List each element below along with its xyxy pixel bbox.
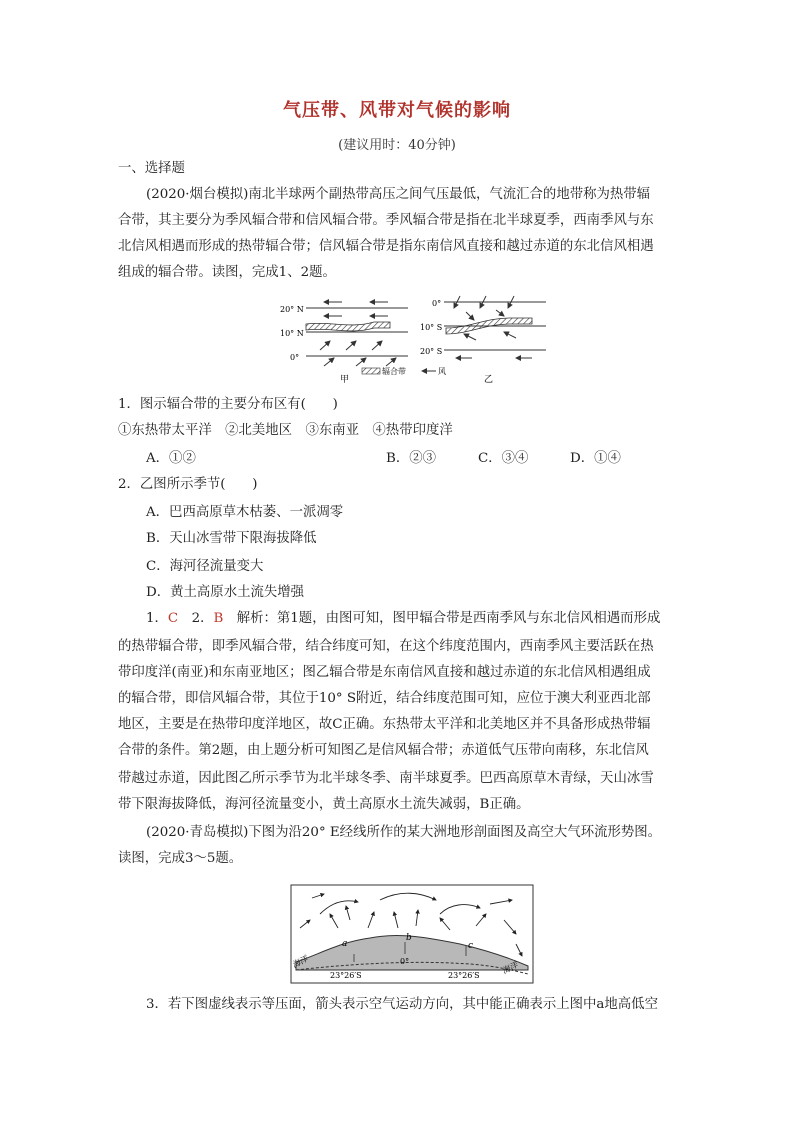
analysis-line: 合带的条件。第2题，由上题分析可知图乙是信风辐合带；赤道低气压带向南移，东北信风: [118, 743, 649, 758]
lat-label-left: 23°26′S: [330, 971, 362, 980]
intro2-line: 读图，完成3～5题。: [118, 851, 243, 866]
ocean-left-label: 海洋: [290, 954, 310, 970]
lat-label-20s: 20° S: [420, 347, 443, 356]
analysis-line: 地区，主要是在热带印度洋地区，故C正确。东热带太平洋和北美地区并不具备形成热带辐: [118, 717, 651, 732]
answer-label-2: 2．: [191, 611, 214, 626]
point-a: a: [342, 939, 348, 949]
q1-option-b: B．②③: [386, 451, 437, 466]
intro-line: 北信风相遇而形成的热带辐合带；信风辐合带是指东南信风直接和越过赤道的东北信风相遇: [118, 239, 654, 254]
caption-jia: 甲: [340, 375, 350, 385]
caption-yi: 乙: [484, 375, 494, 385]
figure1-legend: [362, 366, 446, 376]
legend-belt: 辐合带: [382, 367, 406, 376]
point-b: b: [406, 933, 412, 943]
answer-line-first: [146, 610, 660, 628]
q2-stem: 2．乙图所示季节( ): [118, 477, 258, 492]
analysis-line: 的热带辐合带，即季风辐合带，结合纬度可知，在这个纬度范围内，西南季风主要活跃在热: [118, 639, 654, 654]
lat-label-20n: 20° N: [280, 305, 304, 314]
answer-key-1: C: [167, 611, 179, 626]
page-title: 气压带、风带对气候的影响: [283, 100, 511, 121]
analysis-text: 解析：第1题，由图可知，图甲辐合带是西南季风与东北信风相遇而形成: [223, 611, 661, 626]
ocean-right-label: 海洋: [500, 960, 520, 976]
intro2-line: (2020·青岛模拟)下图为沿20° E经线所作的某大洲地形剖面图及高空大气环流形势图。: [146, 825, 662, 840]
analysis-line: 带下限海拔降低，海河径流量变小，黄土高原水土流失减弱，B正确。: [118, 797, 530, 812]
q1-items: ①东热带太平洋 ②北美地区 ③东南亚 ④热带印度洋: [118, 423, 453, 438]
lat-label-equator: 0°: [400, 957, 410, 966]
q2-option-a: A．巴西高原草木枯萎、一派凋零: [146, 505, 344, 520]
q2-option-d: D．黄土高原水土流失增强: [146, 585, 305, 600]
q2-option-c: C．海河径流量变大: [146, 559, 264, 574]
lat-label-0-yi: 0°: [432, 299, 442, 308]
answer-key-2: B: [213, 611, 224, 626]
q1-option-c: C．③④: [478, 451, 529, 466]
analysis-line: 带越过赤道，因此图乙所示季节为北半球冬季、南半球夏季。巴西高原草木青绿，天山冰雪: [118, 771, 654, 786]
lat-label-right: 23°26′S: [448, 971, 480, 980]
figure-convergence-zones: [270, 294, 560, 386]
analysis-line: 的辐合带，即信风辐合带，其位于10° S附近，结合纬度范围可知，应位于澳大利亚西北部: [118, 691, 651, 706]
q2-option-b: B．天山冰雪带下限海拔降低: [146, 531, 317, 546]
legend-wind: 风: [438, 367, 446, 376]
intro-line: 合带，其主要分为季风辐合带和信风辐合带。季风辐合带是指在北半球夏季，西南季风与东: [118, 213, 654, 228]
q1-option-d: D．①④: [570, 451, 621, 466]
page-subtitle: (建议用时：40分钟): [338, 138, 456, 153]
intro-line: (2020·烟台模拟)南北半球两个副热带高压之间气压最低，气流汇合的地带称为热带辐: [146, 187, 651, 202]
section-heading: 一、选择题: [118, 161, 185, 176]
figure-convergence-svg: [270, 294, 560, 386]
lat-label-10s: 10° S: [420, 323, 443, 332]
figure-terrain-profile: [290, 884, 534, 984]
figure-terrain-svg: [290, 884, 534, 984]
lat-label-10n: 10° N: [280, 329, 304, 338]
q1-option-a: A．①②: [146, 451, 196, 466]
intro-line: 组成的辐合带。读图，完成1、2题。: [118, 265, 336, 280]
point-c: c: [468, 941, 474, 951]
q1-stem: 1．图示辐合带的主要分布区有( ): [118, 397, 338, 412]
lat-label-0: 0°: [290, 353, 300, 362]
analysis-line: 带印度洋(南亚)和东南亚地区；图乙辐合带是东南信风直接和越过赤道的东北信风相遇组成: [118, 665, 651, 680]
q3-stem: 3．若下图虚线表示等压面，箭头表示空气运动方向，其中能正确表示上图中a地高低空: [146, 997, 658, 1012]
answer-label-1: 1．: [146, 611, 168, 626]
